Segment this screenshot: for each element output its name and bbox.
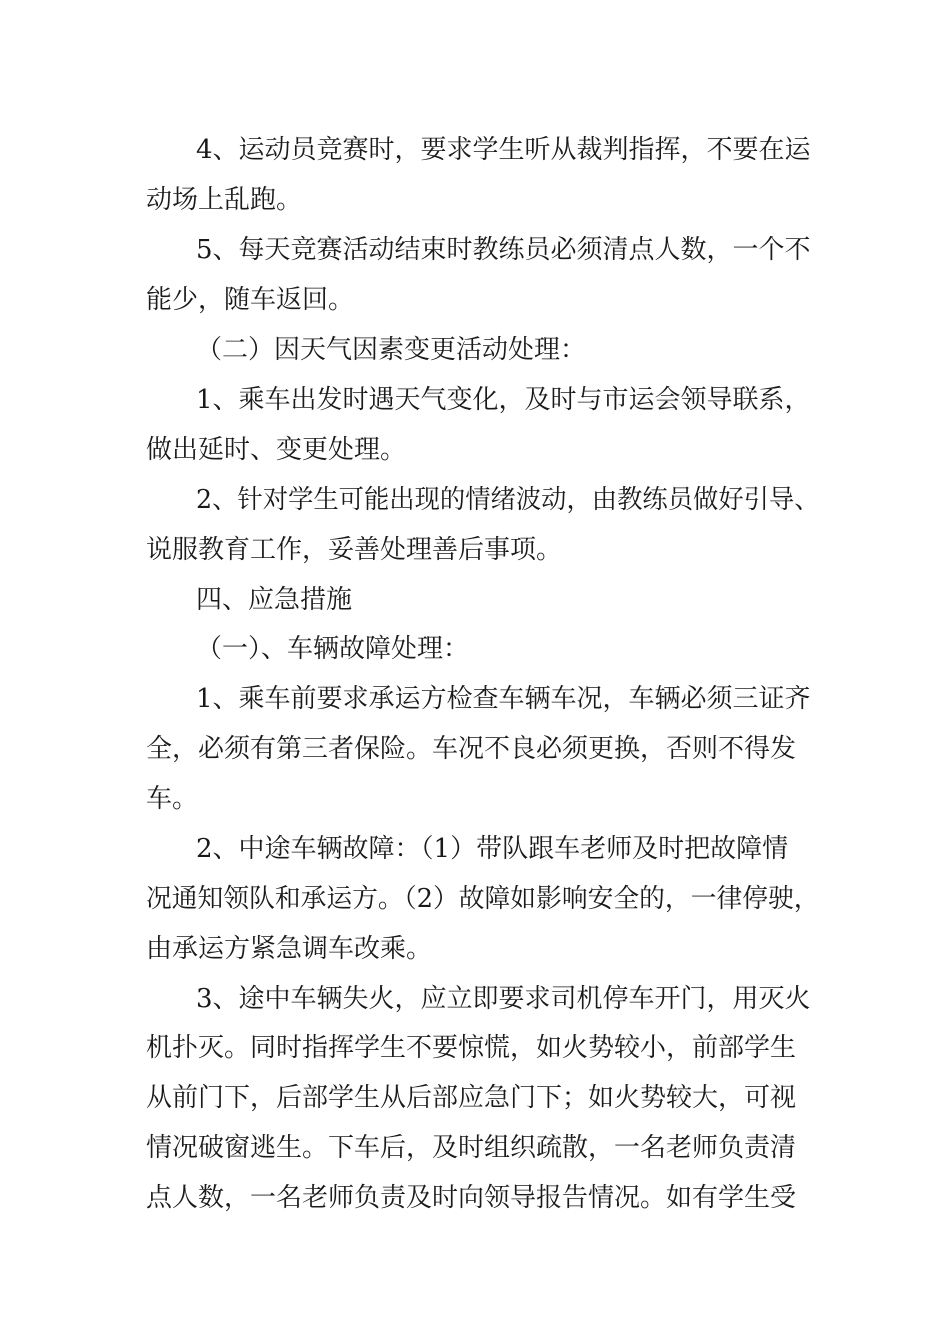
text-line-18: 3、途中车辆失火，应立即要求司机停车开门，用灭火 [196, 984, 811, 1014]
text-line-2: 动场上乱跑。 [146, 185, 303, 215]
text-line-17: 由承运方紧急调车改乘。 [146, 934, 433, 964]
text-line-9: 说服教育工作，妥善处理善后事项。 [146, 535, 563, 565]
section-heading-emergency: 四、应急措施 [196, 585, 353, 615]
text-line-7: 做出延时、变更处理。 [146, 435, 407, 465]
text-line-20: 从前门下，后部学生从后部应急门下；如火势较大，可视 [146, 1083, 797, 1113]
text-line-16: 况通知领队和承运方。（2）故障如影响安全的，一律停驶， [146, 884, 820, 914]
text-line-22: 点人数，一名老师负责及时向领导报告情况。如有学生受 [146, 1183, 797, 1213]
text-line-4: 能少，随车返回。 [146, 285, 355, 315]
text-line-8: 2、针对学生可能出现的情绪波动，由教练员做好引导、 [196, 485, 820, 515]
text-line-13: 全，必须有第三者保险。车况不良必须更换，否则不得发 [146, 734, 797, 764]
text-line-3: 5、每天竞赛活动结束时教练员必须清点人数，一个不 [196, 235, 811, 265]
text-line-12: 1、乘车前要求承运方检查车辆车况，车辆必须三证齐 [196, 684, 811, 714]
text-line-21: 情况破窗逃生。下车后，及时组织疏散，一名老师负责清 [146, 1133, 797, 1163]
text-line-14: 车。 [146, 784, 199, 814]
subsection-heading: （一）、车辆故障处理： [196, 634, 470, 664]
text-line-6: 1、乘车出发时遇天气变化，及时与市运会领导联系， [196, 385, 811, 415]
text-line-19: 机扑灭。同时指挥学生不要惊慌，如火势较小，前部学生 [146, 1033, 797, 1063]
text-line-15: 2、中途车辆故障：（1）带队跟车老师及时把故障情 [196, 834, 789, 864]
section-heading: （二）因天气因素变更活动处理： [196, 335, 587, 365]
text-line-1: 4、运动员竞赛时，要求学生听从裁判指挥，不要在运 [196, 135, 811, 165]
